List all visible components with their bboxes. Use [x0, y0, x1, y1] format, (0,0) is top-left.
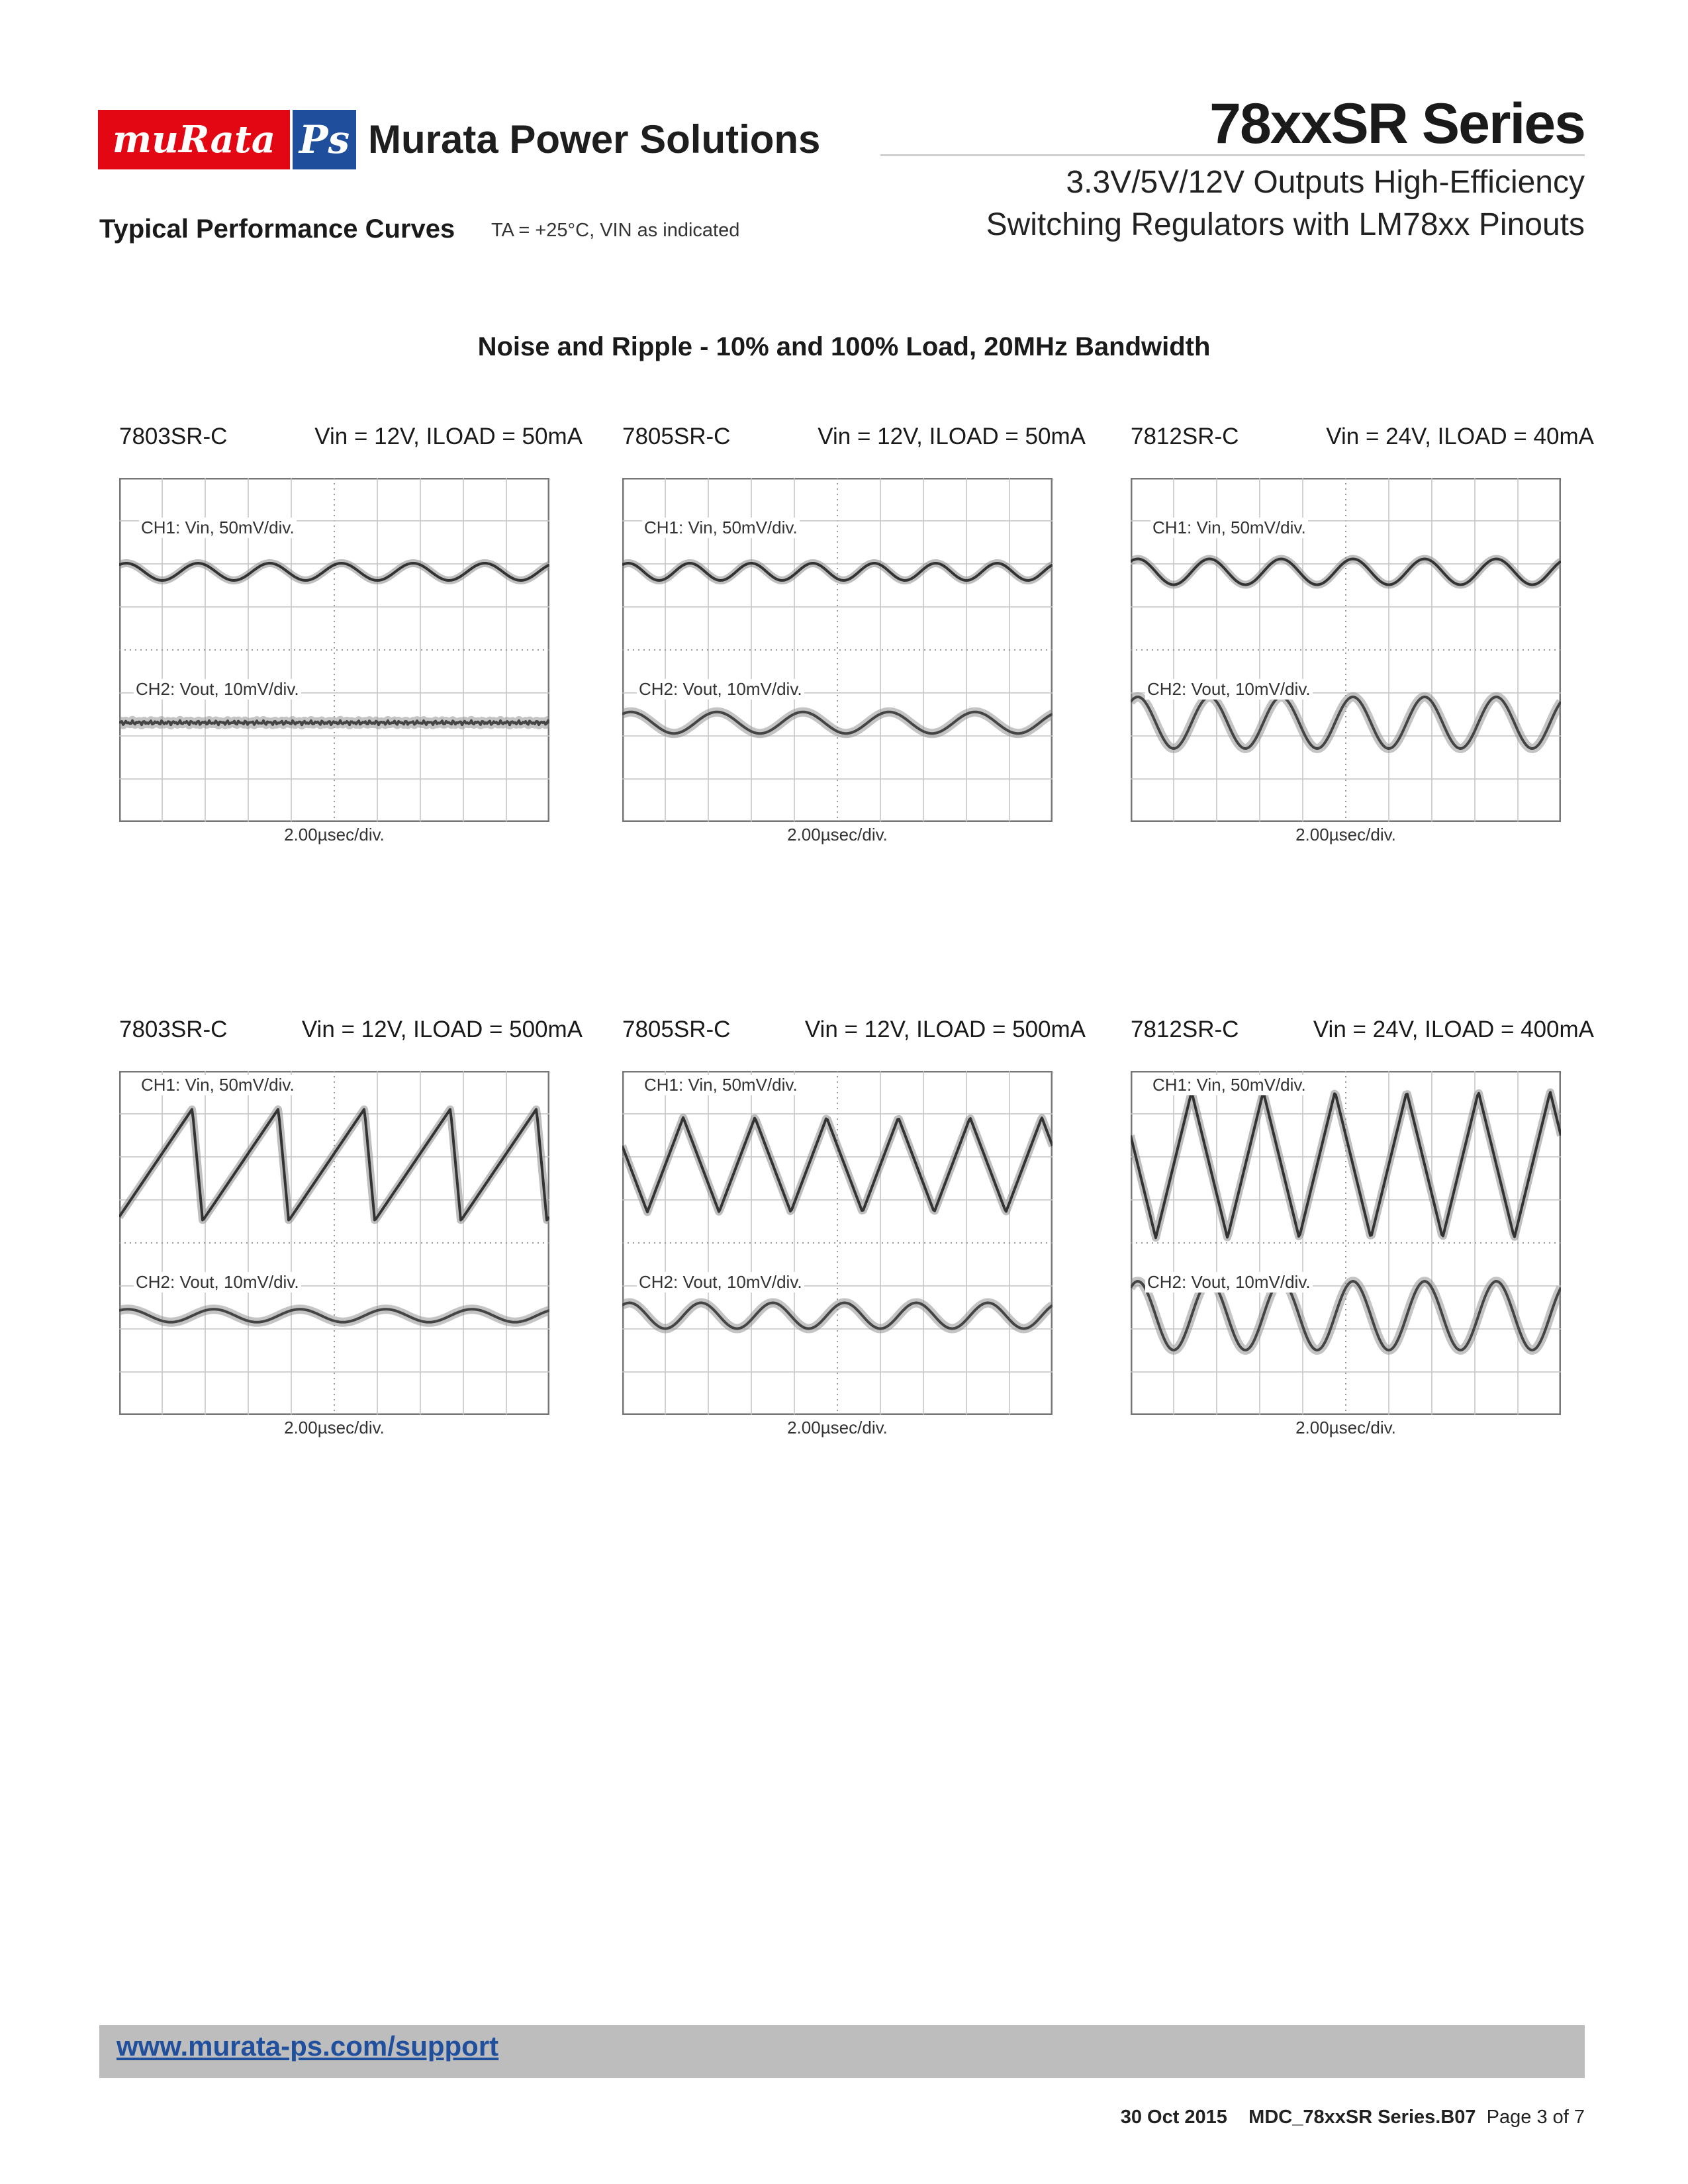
scope-plot — [622, 478, 1053, 844]
scope-panel-1 — [119, 424, 583, 844]
ch1-label: CH1: Vin, 50mV/div. — [1150, 1075, 1308, 1095]
ch2-label: CH2: Vout, 10mV/div. — [1145, 679, 1313, 700]
timebase-label: 2.00µsec/div. — [787, 1418, 888, 1437]
ch2-label: CH2: Vout, 10mV/div. — [134, 1272, 301, 1293]
timebase-label: 2.00µsec/div. — [1295, 1418, 1396, 1437]
panel-model: 7803SR-C — [119, 424, 228, 449]
series-title: 78xxSR Series — [1209, 92, 1585, 156]
panel-model: 7805SR-C — [622, 1017, 731, 1042]
scope-plot — [1131, 478, 1561, 844]
ch1-label: CH1: Vin, 50mV/div. — [139, 518, 297, 538]
subtitle-line-2: Switching Regulators with LM78xx Pinouts — [986, 207, 1585, 242]
murata-logo: muRata — [98, 110, 290, 169]
ch1-label: CH1: Vin, 50mV/div. — [642, 518, 800, 538]
panel-condition: Vin = 12V, ILOAD = 50mA — [818, 424, 1086, 449]
timebase-label: 2.00µsec/div. — [1295, 825, 1396, 844]
scope-plot — [119, 1071, 549, 1437]
section-heading: Typical Performance Curves — [99, 214, 455, 244]
scope-screen — [119, 1071, 549, 1415]
timebase-label: 2.00µsec/div. — [284, 825, 385, 844]
panel-condition: Vin = 24V, ILOAD = 40mA — [1326, 424, 1594, 449]
scope-panel-4 — [119, 1017, 583, 1437]
ch2-label: CH2: Vout, 10mV/div. — [134, 679, 301, 700]
ch2-label: CH2: Vout, 10mV/div. — [637, 1272, 804, 1293]
panel-condition: Vin = 12V, ILOAD = 50mA — [314, 424, 583, 449]
ch2-label: CH2: Vout, 10mV/div. — [1145, 1272, 1313, 1293]
scope-plot — [1131, 1071, 1561, 1437]
scope-panel-5 — [622, 1017, 1086, 1437]
panel-model: 7812SR-C — [1131, 1017, 1239, 1042]
footer-info — [1121, 2107, 1585, 2128]
panel-condition: Vin = 12V, ILOAD = 500mA — [301, 1017, 583, 1042]
ps-logo: Ps — [293, 110, 356, 169]
scope-plot — [622, 1071, 1053, 1437]
panel-condition: Vin = 24V, ILOAD = 400mA — [1313, 1017, 1594, 1042]
scope-plot — [119, 478, 549, 844]
ch1-label: CH1: Vin, 50mV/div. — [139, 1075, 297, 1095]
brand-name: Murata Power Solutions — [368, 117, 821, 161]
panel-model: 7805SR-C — [622, 424, 731, 449]
ch1-label: CH1: Vin, 50mV/div. — [1150, 518, 1308, 538]
timebase-label: 2.00µsec/div. — [787, 825, 888, 844]
footer-date: 30 Oct 2015 — [1120, 2107, 1227, 2128]
support-link[interactable]: www.murata-ps.com/support — [117, 2030, 499, 2062]
panel-condition: Vin = 12V, ILOAD = 500mA — [804, 1017, 1086, 1042]
test-conditions: TA = +25°C, VIN as indicated — [491, 220, 740, 241]
ch1-label: CH1: Vin, 50mV/div. — [642, 1075, 800, 1095]
scope-panel-6 — [1131, 1017, 1594, 1437]
panel-model: 7803SR-C — [119, 1017, 228, 1042]
footer-page: Page 3 of 7 — [1486, 2107, 1585, 2128]
scope-screen — [1131, 1071, 1561, 1415]
subtitle-line-1: 3.3V/5V/12V Outputs High-Efficiency — [1066, 165, 1585, 200]
footer-doc-id: MDC_78xxSR Series.B07 — [1248, 2107, 1476, 2128]
ch2-label: CH2: Vout, 10mV/div. — [637, 679, 804, 700]
scope-panel-3 — [1131, 424, 1594, 844]
scope-panel-2 — [622, 424, 1086, 844]
scope-screen — [622, 1071, 1053, 1415]
timebase-label: 2.00µsec/div. — [284, 1418, 385, 1437]
chart-title: Noise and Ripple - 10% and 100% Load, 20MHz Bandwidth — [477, 332, 1211, 361]
panel-model: 7812SR-C — [1131, 424, 1239, 449]
